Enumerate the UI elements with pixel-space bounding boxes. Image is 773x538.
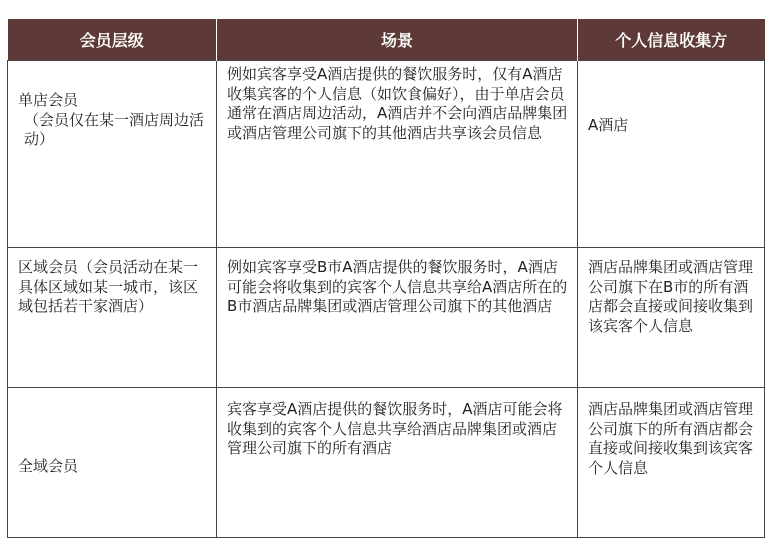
- member-level-title: 区域会员（会员活动在某一具体区域如某一城市，该区域包括若干家酒店）: [18, 258, 199, 315]
- member-level-cell: [8, 248, 217, 388]
- header-info-collector: 个人信息收集方: [578, 19, 765, 61]
- member-level-cell: [8, 388, 217, 538]
- member-info-table: [7, 19, 765, 538]
- member-level-cell: [8, 61, 217, 248]
- table-header-row: [8, 19, 765, 61]
- header-member-level: 会员层级: [8, 19, 217, 61]
- collector-cell: A酒店: [578, 61, 765, 248]
- table-row: [8, 61, 765, 248]
- collector-cell: 酒店品牌集团或酒店管理公司旗下在B市的所有酒店都会直接或间接收集到该宾客个人信息: [578, 248, 765, 388]
- header-scenario: 场景: [217, 19, 578, 61]
- table-row: [8, 388, 765, 538]
- table-row: [8, 248, 765, 388]
- scenario-cell: 例如宾客享受B市A酒店提供的餐饮服务时，A酒店可能会将收集到的宾客个人信息共享给A酒店所在的B市酒店品牌集团或酒店管理公司旗下的其他酒店: [217, 248, 578, 388]
- scenario-cell: 宾客享受A酒店提供的餐饮服务时，A酒店可能会将收集到的宾客个人信息共享给酒店品牌集团或酒店管理公司旗下的所有酒店: [217, 388, 578, 538]
- member-level-title: 全域会员: [18, 456, 79, 475]
- member-level-note: （会员仅在某一酒店周边活动）: [24, 110, 205, 148]
- collector-cell: 酒店品牌集团或酒店管理公司旗下的所有酒店都会直接或间接收集到该宾客个人信息: [578, 388, 765, 538]
- member-level-title: 单店会员: [18, 91, 79, 109]
- scenario-cell: 例如宾客享受A酒店提供的餐饮服务时，仅有A酒店收集宾客的个人信息（如饮食偏好），由于单店会员通常在酒店周边活动，A酒店并不会向酒店品牌集团或酒店管理公司旗下的其他酒店共享该会员信息: [217, 61, 578, 248]
